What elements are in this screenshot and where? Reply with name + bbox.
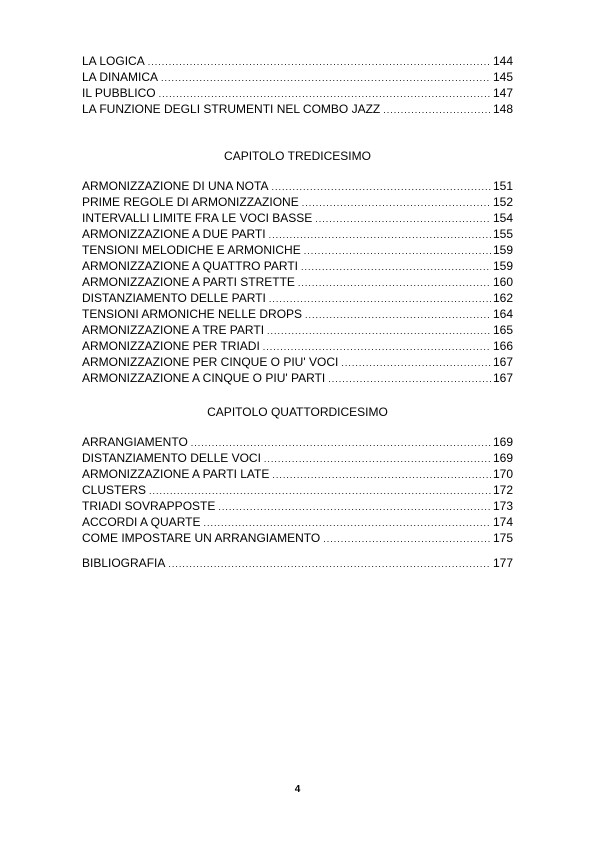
toc-entry-page: 144	[492, 54, 513, 68]
toc-entry	[82, 53, 513, 69]
toc-entry	[82, 354, 513, 370]
toc-entry-page: 164	[492, 307, 513, 321]
toc-entry-page: 172	[492, 483, 513, 497]
toc-entry-page: 173	[492, 499, 513, 513]
toc-entry	[82, 514, 513, 530]
toc-entry	[82, 178, 513, 194]
toc-section-top	[82, 53, 513, 117]
toc-leader-dots	[272, 467, 491, 483]
toc-entry	[82, 85, 513, 101]
toc-entry	[82, 482, 513, 498]
toc-entry	[82, 450, 513, 466]
toc-entry-title: DISTANZIAMENTO DELLE VOCI	[82, 451, 261, 465]
toc-entry-page: 145	[492, 70, 513, 84]
toc-entry-title: ARMONIZZAZIONE DI UNA NOTA	[82, 179, 269, 193]
toc-entry	[82, 274, 513, 290]
toc-entry	[82, 322, 513, 338]
toc-leader-dots	[383, 102, 491, 118]
toc-leader-dots	[161, 70, 491, 86]
toc-section-chapter-14	[82, 434, 513, 546]
toc-leader-dots	[269, 291, 491, 307]
toc-entry-title: TRIADI SOVRAPPOSTE	[82, 499, 216, 513]
toc-section-bibliography	[82, 555, 513, 571]
toc-entry-title: BIBLIOGRAFIA	[82, 556, 166, 570]
toc-leader-dots	[264, 451, 491, 467]
toc-entry-page: 174	[492, 515, 513, 529]
toc-leader-dots	[159, 86, 491, 102]
toc-leader-dots	[301, 259, 491, 275]
toc-entry-title: COME IMPOSTARE UN ARRANGIAMENTO	[82, 531, 321, 545]
toc-entry-title: PRIME REGOLE DI ARMONIZZAZIONE	[82, 195, 299, 209]
toc-leader-dots	[168, 556, 491, 572]
toc-entry-page: 162	[492, 291, 513, 305]
toc-leader-dots	[341, 355, 491, 371]
toc-entry	[82, 242, 513, 258]
toc-entry-title: LA FUNZIONE DEGLI STRUMENTI NEL COMBO JAZZ	[82, 102, 381, 116]
toc-entry	[82, 306, 513, 322]
toc-entry-title: ARMONIZZAZIONE A DUE PARTI	[82, 227, 266, 241]
toc-entry-title: LA DINAMICA	[82, 70, 159, 84]
toc-leader-dots	[218, 499, 491, 515]
toc-entry	[82, 530, 513, 546]
toc-entry-title: ARMONIZZAZIONE A QUATTRO PARTI	[82, 259, 299, 273]
toc-entry-page: 175	[492, 531, 513, 545]
toc-leader-dots	[148, 54, 491, 70]
toc-entry-page: 151	[492, 179, 513, 193]
toc-entry	[82, 210, 513, 226]
toc-entry-page: 167	[492, 371, 513, 385]
toc-entry-page: 166	[492, 339, 513, 353]
toc-entry-title: TENSIONI ARMONICHE NELLE DROPS	[82, 307, 303, 321]
toc-entry-page: 165	[492, 323, 513, 337]
toc-entry	[82, 194, 513, 210]
toc-entry	[82, 69, 513, 85]
toc-entry-title: ARMONIZZAZIONE A PARTI STRETTE	[82, 275, 295, 289]
toc-entry-title: ARMONIZZAZIONE A TRE PARTI	[82, 323, 265, 337]
toc-entry	[82, 226, 513, 242]
toc-entry-page: 159	[492, 259, 513, 273]
toc-entry	[82, 370, 513, 386]
toc-entry-title: CLUSTERS	[82, 483, 147, 497]
toc-leader-dots	[302, 195, 491, 211]
toc-entry-page: 170	[492, 467, 513, 481]
toc-entry-page: 155	[492, 227, 513, 241]
toc-entry-page: 169	[492, 451, 513, 465]
toc-entry	[82, 434, 513, 450]
toc-entry-page: 169	[492, 435, 513, 449]
toc-entry-page: 177	[492, 556, 513, 570]
toc-leader-dots	[149, 483, 491, 499]
page-number: 4	[294, 784, 301, 795]
toc-entry-title: ARRANGIAMENTO	[82, 435, 188, 449]
toc-entry-title: ARMONIZZAZIONE A PARTI LATE	[82, 467, 270, 481]
toc-entry-title: ACCORDI A QUARTE	[82, 515, 201, 529]
toc-entry-page: 147	[492, 86, 513, 100]
toc-entry	[82, 290, 513, 306]
toc-entry-page: 148	[492, 102, 513, 116]
toc-entry-title: INTERVALLI LIMITE FRA LE VOCI BASSE	[82, 211, 313, 225]
toc-leader-dots	[191, 435, 491, 451]
toc-leader-dots	[267, 323, 491, 339]
toc-entry-title: ARMONIZZAZIONE PER TRIADI	[82, 339, 260, 353]
toc-entry-title: DISTANZIAMENTO DELLE PARTI	[82, 291, 266, 305]
toc-leader-dots	[271, 179, 491, 195]
toc-leader-dots	[305, 307, 491, 323]
toc-entry-page: 167	[492, 355, 513, 369]
toc-leader-dots	[269, 227, 491, 243]
toc-section-chapter-13	[82, 178, 513, 386]
toc-entry	[82, 338, 513, 354]
toc-leader-dots	[315, 211, 491, 227]
toc-entry-page: 159	[492, 243, 513, 257]
toc-leader-dots	[263, 339, 491, 355]
toc-entry-title: TENSIONI MELODICHE E ARMONICHE	[82, 243, 301, 257]
toc-entry	[82, 258, 513, 274]
toc-entry-title: ARMONIZZAZIONE PER CINQUE O PIU' VOCI	[82, 355, 339, 369]
toc-entry-page: 160	[492, 275, 513, 289]
chapter-heading: CAPITOLO QUATTORDICESIMO	[207, 405, 388, 419]
toc-entry-page: 152	[492, 195, 513, 209]
toc-entry-title: IL PUBBLICO	[82, 86, 156, 100]
chapter-heading: CAPITOLO TREDICESIMO	[224, 149, 371, 163]
toc-entry	[82, 498, 513, 514]
toc-leader-dots	[203, 515, 490, 531]
toc-leader-dots	[304, 243, 491, 259]
toc-leader-dots	[298, 275, 491, 291]
toc-entry-title: LA LOGICA	[82, 54, 145, 68]
toc-leader-dots	[328, 371, 491, 387]
toc-entry	[82, 555, 513, 571]
toc-entry	[82, 466, 513, 482]
toc-leader-dots	[323, 531, 491, 547]
toc-entry	[82, 101, 513, 117]
toc-entry-title: ARMONIZZAZIONE A CINQUE O PIU' PARTI	[82, 371, 326, 385]
toc-entry-page: 154	[492, 211, 513, 225]
